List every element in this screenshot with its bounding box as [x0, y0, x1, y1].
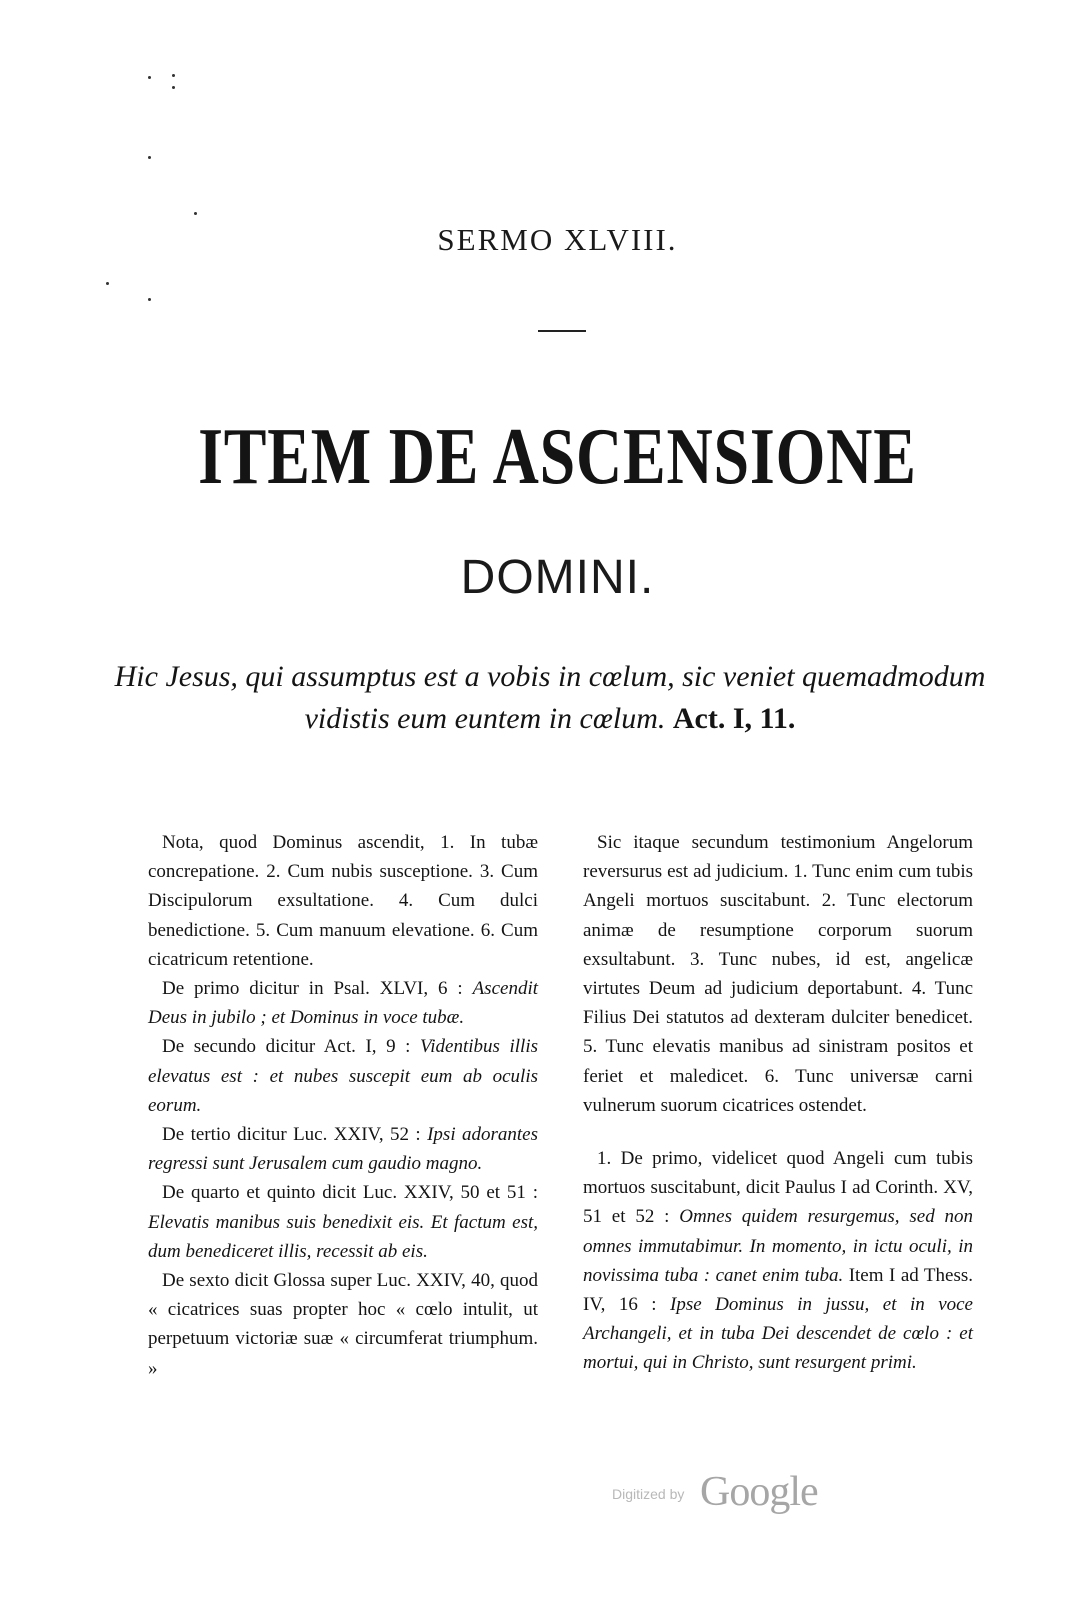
stray-speck [106, 282, 109, 285]
left-column [148, 828, 538, 1383]
paragraph [148, 974, 538, 1032]
scripture-motto [110, 656, 990, 740]
citation: De secundo dicitur Act. I, 9 : [162, 1036, 411, 1058]
citation: De quarto et quinto dicit Luc. XXIV, 50 et 51 : [162, 1182, 538, 1204]
quotation: Ascendit Deus in jubilo ; et Dominus in voce tubæ. [148, 978, 539, 1029]
paragraph: Nota, quod Dominus ascendit, 1. In tubæ concrepatione. 2. Cum nubis susceptione. 3. Cum Discipulorum exsultatione. 4. Cum dulci benedictione. 5. Cum manuum elevatione. 6. Cum cicatricum retentione. [148, 832, 538, 970]
citation: De primo dicitur in Psal. XLVI, 6 : [162, 978, 463, 1000]
stray-speck [172, 86, 175, 89]
quotation: Ipsi adorantes regressi sunt Jerusalem cum gaudio magno. [148, 1124, 539, 1175]
paragraph [148, 1120, 538, 1178]
paragraph [148, 1032, 538, 1120]
quotation: Ipse Dominus in jussu, et in voce Archangeli, et in tuba Dei descendet de cœlo : et mortui, qui in Christo, sunt resurgent primi. [583, 1294, 973, 1374]
sermon-number: SERMO XLVIII. [437, 222, 678, 257]
quotation: Videntibus illis elevatus est : et nubes suscepit eum ab oculis eorum. [148, 1036, 538, 1116]
motto-text: Hic Jesus, qui assumptus est a vobis in cœlum, sic veniet quemadmodum vidistis eum euntem in cœlum. [114, 660, 986, 735]
google-watermark-logo: Google [700, 1469, 818, 1515]
stray-speck [148, 76, 151, 79]
stray-speck [172, 74, 175, 77]
page-title: ITEM DE ASCENSIONE [198, 413, 917, 501]
citation: Item I ad Thess. IV, 16 : [583, 1264, 974, 1316]
paragraph: Sic itaque secundum testimonium Angelorum reversurus est ad judicium. 1. Tunc enim cum tubis Angeli mortuos suscitabunt. 2. Tunc electorum animæ de resumptione corporum suorum exsultabunt. 3. Tunc nubes, id est, angelicæ virtutes Deum ad judicium deportabunt. 4. Tunc Filius Dei statutos ad dexteram dulciter benedicet. 5. Tunc elevatis manibus ad sinistram positos et feriet et maledicet. 6. Tunc universæ carni vulnerum suorum cicatrices ostendet. [583, 832, 973, 1116]
paragraph [583, 1144, 973, 1378]
quotation: Omnes quidem resurgemus, sed non omnes immutabimur. In momento, in ictu oculi, in novissima tuba : canet enim tuba. [583, 1206, 973, 1286]
paragraph: De sexto dicit Glossa super Luc. XXIV, 40, quod « cicatrices suas propter hoc « cœlo intulit, ut perpetuum victoriæ suæ « circumferat triumphum. » [148, 1270, 538, 1379]
quotation: Elevatis manibus suis benedixit eis. Et factum est, dum benediceret illis, recessit ab eis. [148, 1211, 538, 1262]
page-subtitle: DOMINI. [460, 551, 655, 604]
digitized-by-label: Digitized by [612, 1486, 685, 1502]
stray-speck [148, 298, 151, 301]
right-column [583, 828, 973, 1378]
paragraph [148, 1178, 538, 1266]
stray-speck [194, 212, 197, 215]
divider-rule [538, 330, 586, 332]
stray-speck [148, 156, 151, 159]
citation: De tertio dicitur Luc. XXIV, 52 : [162, 1124, 421, 1146]
motto-reference: Act. I, 11. [672, 702, 796, 735]
citation: 1. De primo, videlicet quod Angeli cum tubis mortuos suscitabunt, dicit Paulus I ad Corinth. XV, 51 et 52 : [583, 1148, 973, 1228]
